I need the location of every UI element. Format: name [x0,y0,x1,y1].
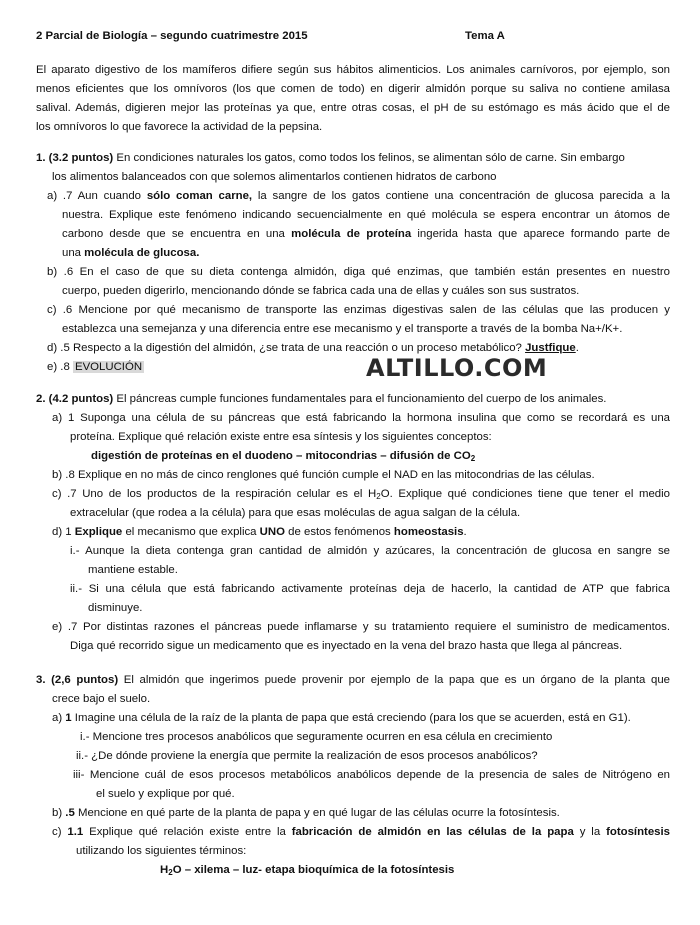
exam-tema: Tema A [465,30,505,42]
intro-line: menos eficientes que los omnívoros (los que comen de todo) en digerir almidón porque su saliva no contiene amilasa [36,83,670,95]
q3-number: 3. [36,674,46,686]
q3-c-emphasis: fotosíntesis [606,826,670,838]
q3-stem-text: El almidón que ingerimos puede provenir por ejemplo de la papa que es un órgano de la planta que [118,674,670,686]
q2-points: (4.2 puntos) [48,393,114,405]
q2-stem-line [36,390,606,409]
q3-c-terms-text: H [160,864,169,876]
q1-d-text: . [575,342,579,354]
q3-a-i-line: i.- Mencione tres procesos anabólicos que seguramente ocurren en esa célula en crecimiento [80,731,553,743]
q3-c-terms [160,861,454,880]
q2-d-emphasis: UNO [259,526,285,538]
q2-c-line [52,485,670,504]
q1-a-text: carbono desde que se encuentra en una [62,228,292,240]
q2-a-concepts-text: digestión de proteínas en el duodeno – mitocondrias – difusión de CO [91,450,471,462]
q3-stem-line [36,671,670,690]
q2-d-text: el mecanismo que explica [122,526,260,538]
q2-c-text: c) .7 Uno de los productos de la respiración celular es el H [52,488,377,500]
q1-number: 1. [36,152,46,164]
q2-d-text: . [463,526,467,538]
q2-number: 2. [36,393,46,405]
q3-c-points: 1.1 [67,826,84,838]
q3-a-text: Imagine una célula de la raíz de la planta de papa que está creciendo (para los que se acuerden, está en G1). [71,712,631,724]
q2-d-line [52,523,467,542]
q1-points: (3.2 puntos) [48,152,114,164]
q3-c-text: Explique qué relación existe entre la [83,826,292,838]
q3-a-line [52,709,631,728]
q3-c-label: c) [52,826,68,838]
q1-stem-text: En condiciones naturales los gatos, como todos los felinos, se alimentan sólo de carne. Sin embargo [113,152,625,164]
q1-d-text: d) .5 Respecto a la digestión del almidón, ¿se trata de una reacción o un proceso metabólico? [47,342,526,354]
q2-e-line: e) .7 Por distintas razones el páncreas puede inflamarse y su tratamiento requiere el suministro de medicamentos. [52,621,670,633]
q2-c-line: extracelular (que rodea a la célula) para que esas moléculas de agua salgan de la célula. [70,507,521,519]
q1-stem-line [36,149,670,168]
q3-c-text: y la [573,826,607,838]
q1-a-emphasis: molécula de glucosa. [84,247,200,259]
q1-a-emphasis: molécula de proteína [291,228,412,240]
q2-c-text: O. Explique qué condiciones tiene que tener el medio [380,488,670,500]
q1-a-emphasis: sólo coman carne, [146,190,253,202]
q1-stem-line: los alimentos balanceados con que solemos alimentarlos contienen hidratos de carbono [52,171,497,183]
q3-c-line [52,823,670,842]
q2-a-line: proteína. Explique qué relación existe entre esa síntesis y los siguientes conceptos: [70,431,492,443]
q3-a-iii-line: el suelo y explique por qué. [96,788,235,800]
q2-b-line: b) .8 Explique en no más de cinco renglones qué función cumple el NAD en las mitocondrias de las células. [52,469,595,481]
q2-d-text: de estos fenómenos [284,526,394,538]
q2-a-concepts [91,447,475,466]
q1-a-label: a) .7 Aun cuando [47,190,147,202]
exam-title: 2 Parcial de Biología – segundo cuatrimestre 2015 [36,30,308,42]
q3-points: (2,6 puntos) [51,674,119,686]
q3-a-points: 1 [65,712,72,724]
q3-a-label: a) [52,712,66,724]
q3-c-terms-text: O – xilema – luz- etapa bioquímica de la fotosíntesis [172,864,455,876]
q3-b-text: Mencione en qué parte de la planta de papa y en qué lugar de las células ocurre la fotosíntesis. [74,807,560,819]
q2-d-emphasis: Explique [74,526,123,538]
q1-b-line: b) .6 En el caso de que su dieta contenga almidón, diga qué enzimas, que también están presentes en nuestro [47,266,670,278]
q2-d-i-line: mantiene estable. [88,564,178,576]
q3-b-points: .5 [65,807,75,819]
q2-d-ii-line: ii.- Si una célula que está fabricando activamente proteínas deja de hacerlo, la cantidad de ATP que fabrica [70,583,670,595]
intro-line: salival. Además, digieren mejor las proteínas ya que, entre otras cosas, el pH de su estómago es más ácido que el de [36,102,670,114]
q3-a-ii-line: ii.- ¿De dónde proviene la energía que permite la realización de esos procesos anabólicos? [76,750,538,762]
q1-d-justifique: Justfique [525,342,576,354]
q3-stem-line: crece bajo el suelo. [52,693,151,705]
q2-d-ii-line: disminuye. [88,602,143,614]
q3-c-line: utilizando los siguientes términos: [76,845,247,857]
q2-stem-text: El páncreas cumple funciones fundamentales para el funcionamiento del cuerpo de los animales. [113,393,607,405]
q2-d-i-line: i.- Aunque la dieta contenga gran cantidad de almidón y azúcares, la concentración de glucosa en sangre se [70,545,670,557]
q3-a-iii-line: iii- Mencione cuál de esos procesos metabólicos anabólicos depende de la presencia de sales de Nitrógeno en [73,769,670,781]
intro-line: El aparato digestivo de los mamíferos difiere según sus hábitos alimenticios. Los animales carnívoros, por ejemplo, son [36,64,670,76]
q1-c-line: establezca una semejanza y una diferencia entre ese mecanismo y el transporte a través de la bomba Na+/K+. [62,323,623,335]
q1-a-text: una [62,247,85,259]
q1-e-label: e) .8 [47,361,73,373]
q1-a-line [62,244,199,263]
q2-a-subscript: 2 [470,454,476,463]
intro-line: los omnívoros lo que favorece la actividad de la pepsina. [36,121,323,133]
q1-a-line [47,187,670,206]
q2-d-emphasis: homeostasis [393,526,464,538]
q1-c-line: c) .6 Mencione por qué mecanismo de transporte las enzimas digestivas salen de las células que las producen y [47,304,670,316]
q2-d-label: d) 1 [52,526,75,538]
q1-a-text: la sangre de los gatos contiene una concentración de glucosa parecida a la [252,190,670,202]
q3-b-label: b) [52,807,66,819]
q1-b-line: cuerpo, pueden digerirlo, mencionando dónde se fabrica cada una de ellas y cuáles son sus sustratos. [62,285,580,297]
q1-e-evolucion-tag: EVOLUCIÓN [74,361,143,373]
watermark-logo: ALTILLO.COM [366,354,548,382]
q1-e-line [47,358,144,377]
q1-a-text: ingerida hasta que aparece formando parte de [411,228,671,240]
q2-a-line: a) 1 Suponga una célula de su páncreas que está fabricando la hormona insulina que como se recordará es una [52,412,670,424]
q3-c-emphasis: fabricación de almidón en las células de la papa [291,826,574,838]
q2-e-line: Diga qué recorrido sigue un medicamento que es inyectado en la vena del brazo hasta que llega al páncreas. [70,640,623,652]
q1-a-line: nuestra. Explique este fenómeno indicando secuencialmente en qué molécula se espera encontrar un átomos de [62,209,670,221]
q2-c-subscript: 2 [376,492,381,501]
q1-a-line [62,225,670,244]
q3-b-line [52,804,560,823]
q3-c-subscript: 2 [168,868,173,877]
